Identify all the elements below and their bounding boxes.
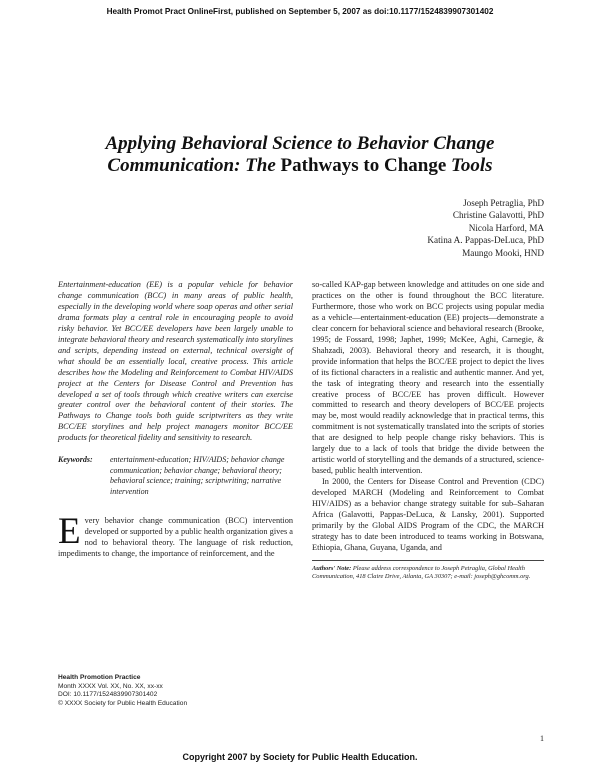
authors-note-text: Please address correspondence to Joseph Petraglia, Global Health Communication, 418 Claire Drive, Atlanta, GA 30307; e-mail: joseph@ghcomm.org. [312,564,531,581]
article-title [60,133,540,177]
journal-copyright: © XXXX Society for Public Health Education [58,699,188,707]
journal-info [58,674,288,708]
abstract: Entertainment-education (EE) is a popular vehicle for behavior change communication (BCC) in many areas of public health, especially in the developing world where soap operas and other serial drama formats play a central role in encouraging people to avoid risky behavior. Yet BCC/EE developers have been largely unable to integrate behavioral theory and research systematically into storylines and scripts, depending instead on external, technical oversight of what should be an essentially local, creative process. This article describes how the Modeling and Reinforcement to Combat HIV/AIDS project at the Centers for Disease Control and Prevention has developed a set of tools through which creative writers can exercise greater control over the behavioral content of their stories. The Pathways to Change tools both guide scriptwriters as they write BCC/EE storylines and help project managers monitor BCC/EE products for theoretical fidelity and sensitivity to research. [58,280,293,443]
title-line-2-end: Tools [451,155,493,176]
author: Maungo Mooki, HND [462,247,544,258]
author: Nicola Harford, MA [468,222,544,233]
authors-note [312,560,544,582]
journal-issue: Month XXXX Vol. XX, No. XX, xx-xx [58,682,163,690]
title-line-1: Applying Behavioral Science to Behavior Change [105,133,495,154]
body-intro [58,510,293,560]
journal-doi: DOI: 10.1177/1524839907301402 [58,691,158,699]
drop-cap: E [58,510,81,552]
keywords [58,455,293,497]
authors-note-label: Authors' Note: [312,564,352,572]
keywords-label: Keywords: [58,455,93,465]
intro-paragraph: very behavior change communication (BCC) intervention developed or supported by a public health organization gives a nod to behavioral theory. The language of risk reduction, impediments to change, the importance of reinforcement, and the [58,515,293,558]
author: Katina A. Pappas-DeLuca, PhD [427,235,544,246]
keywords-text: entertainment-education; HIV/AIDS; behavior change communication; behavior change; behavioral theory; behavioral science; training; scriptwriting; narrative intervention [110,455,285,497]
left-column [58,280,293,559]
body-paragraph: so-called KAP-gap between knowledge and attitudes on one side and practices on the other is found throughout the BCC literature. Furthermore, those who work on BCC projects using popular media as a vehicle—entertainment-education (EE) projects—demonstrate a clear concern for behavioral science and behavioral research (Brooke, 1995; de Fossard, 1998; Japhet, 1999; McKee, Aghi, Carnegie, & Shahzadi, 2003). Behavioral theory and research, it is thought, provide information that helps the BCC/EE project to depict the lives of its fictional characters in a realistic and authentic manner. And yet, the task of integrating theory and research into the essentially creative process of BCC/EE has proven difficult. However committed to research and theory developers of BCC/EE projects may be, most would readily acknowledge that in practical terms, this commitment is not systematically translated into the scripts of stories that are designed to help people change risky behaviors. This is largely due to a lack of tools that bridge the divide between the artistic world of storytelling and the demands of a structured, science-based, public health intervention. [312,280,545,476]
author: Christine Galavotti, PhD [452,210,544,221]
title-line-2-plain: Pathways to Change [275,155,452,176]
author: Joseph Petraglia, PhD [463,198,544,208]
title-line-2-italic: Communication: The [107,155,276,176]
page-number: 1 [540,734,544,743]
author-list [427,197,544,259]
right-column [312,280,544,582]
footer-copyright: Copyright 2007 by Society for Public Health Education. [182,752,418,762]
journal-name: Health Promotion Practice [58,674,141,681]
publication-header: Health Promot Pract OnlineFirst, published on September 5, 2007 as doi:10.1177/1524839907301402 [106,7,494,16]
body-paragraph: In 2000, the Centers for Disease Control and Prevention (CDC) developed MARCH (Modeling and Reinforcement to Combat HIV/AIDS) as a behavior change strategy suitable for sub–Saharan Africa (Galavotti, Pappas-DeLuca, & Lansky, 2001). Supported primarily by the Global AIDS Program of the CDC, the MARCH strategy has to date been introduced to teams working in Botswana, Ethiopia, Ghana, Guyana, Uganda, and [312,477,544,552]
